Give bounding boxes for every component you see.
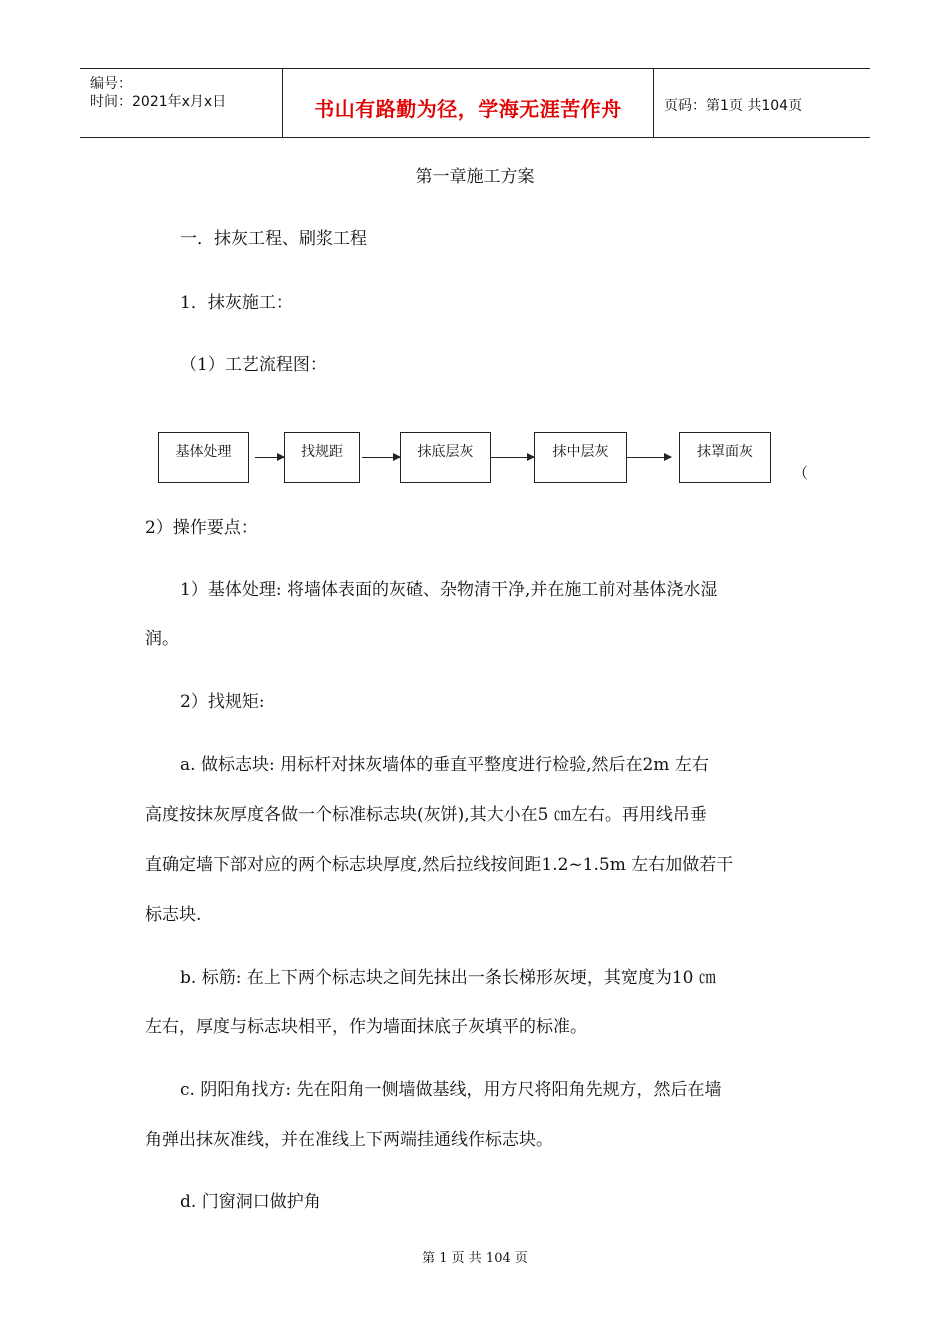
page-header (80, 68, 870, 138)
paren-open: （ (793, 464, 809, 482)
header-meta-cell (80, 69, 283, 137)
flow-step-box (679, 432, 771, 483)
paragraph-line: 润。 (145, 629, 179, 649)
flow-step-label: 抹罩面灰 (697, 444, 753, 460)
paragraph-line: 1）基体处理: 将墙体表面的灰碴、杂物清干净,并在施工前对基体浇水湿 (180, 580, 718, 600)
paragraph-line: 2）找规矩: (180, 692, 265, 712)
header-page-info: 页码：第1页 共104页 (664, 98, 803, 114)
number-label: 编号： (90, 76, 132, 92)
header-page-cell (654, 69, 870, 137)
paragraph-line: 角弹出抹灰准线，并在准线上下两端挂通线作标志块。 (145, 1130, 553, 1150)
page-footer: 第 1 页 共 104 页 (422, 1251, 528, 1266)
flow-step-label: 抹底层灰 (417, 444, 474, 460)
subsection-heading: 1．抹灰施工： (180, 293, 293, 313)
ops-heading: 2）操作要点： (145, 518, 258, 538)
section-heading: 一．抹灰工程、刷浆工程 (180, 229, 367, 249)
flow-step-box (400, 432, 491, 483)
flow-arrow (491, 457, 534, 458)
paragraph-line: 左右，厚度与标志块相平，作为墙面抹底子灰填平的标准。 (145, 1017, 587, 1037)
paragraph-line: c. 阴阳角找方: 先在阳角一侧墙做基线，用方尺将阳角先规方，然后在墙 (180, 1080, 722, 1100)
flow-step-box (534, 432, 627, 483)
flow-step-box (284, 432, 360, 483)
flow-heading: （1）工艺流程图： (180, 355, 327, 375)
paragraph-line: d. 门窗洞口做护角 (180, 1192, 321, 1212)
paragraph-line: b. 标筋: 在上下两个标志块之间先抹出一条长梯形灰埂，其宽度为10 ㎝ (180, 968, 716, 988)
paragraph-line: a. 做标志块: 用标杆对抹灰墙体的垂直平整度进行检验,然后在2m 左右 (180, 755, 709, 775)
paragraph-line: 直确定墙下部对应的两个标志块厚度,然后拉线按间距1.2~1.5m 左右加做若干 (145, 855, 734, 875)
flow-step-label: 抹中层灰 (552, 444, 609, 460)
header-motto-cell (283, 69, 654, 137)
flow-arrow (255, 457, 284, 458)
paragraph-line: 标志块. (145, 905, 202, 925)
paragraph-line: 高度按抹灰厚度各做一个标准标志块(灰饼),其大小在5 ㎝左右。再用线吊垂 (145, 805, 707, 825)
flow-step-box (158, 432, 249, 483)
flow-arrow (627, 457, 671, 458)
flow-step-label: 找规距 (301, 444, 343, 460)
document-title: 第一章施工方案 (415, 167, 535, 187)
flow-step-label: 基体处理 (175, 444, 232, 460)
flow-arrow (362, 457, 400, 458)
motto-text: 书山有路勤为径，学海无涯苦作舟 (314, 97, 622, 121)
time-label: 时间：2021年x月x日 (90, 94, 227, 110)
